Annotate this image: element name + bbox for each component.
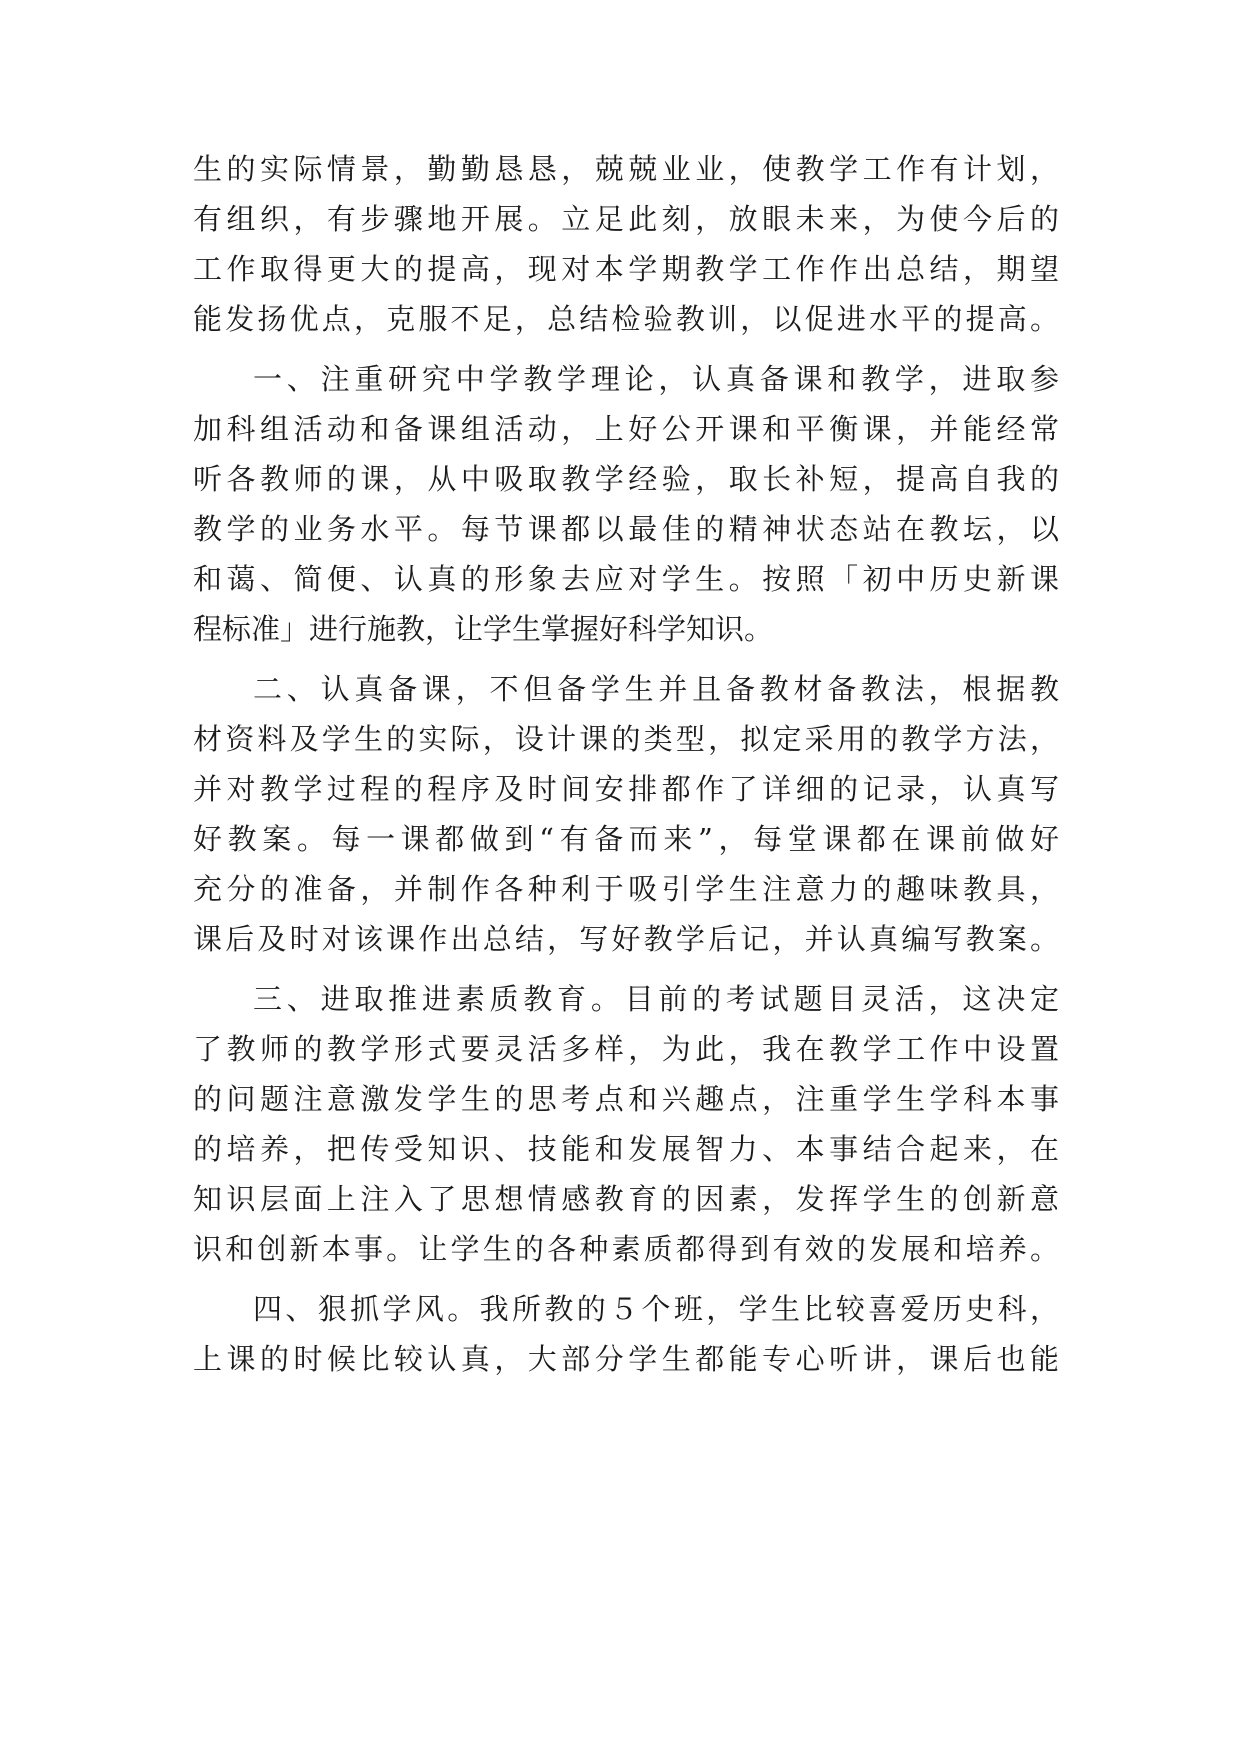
- paragraph-4-first-line: 四、狠抓学风。我所教的５个班，学生比较喜爱历史科，: [253, 1292, 1059, 1326]
- text-line: 能发扬优点，克服不足，总结检验教训，以促进水平的提高。: [193, 302, 1059, 336]
- text-line: 好教案。每一课都做到“有备而来”，每堂课都在课前做好: [193, 822, 1059, 856]
- text-line: 材资料及学生的实际，设计课的类型，拟定采用的教学方法，: [193, 722, 1059, 756]
- text-line: 程标准」进行施教，让学生掌握好科学知识。: [193, 612, 774, 646]
- text-line: 并对教学过程的程序及时间安排都作了详细的记录，认真写: [193, 772, 1059, 806]
- text-line: 课后及时对该课作出总结，写好教学后记，并认真编写教案。: [193, 922, 1059, 956]
- text-line: 教学的业务水平。每节课都以最佳的精神状态站在教坛，以: [193, 512, 1059, 546]
- paragraph-3-first-line: 三、进取推进素质教育。目前的考试题目灵活，这决定: [253, 982, 1059, 1016]
- text-line: 的问题注意激发学生的思考点和兴趣点，注重学生学科本事: [193, 1082, 1059, 1116]
- text-line: 了教师的教学形式要灵活多样，为此，我在教学工作中设置: [193, 1032, 1059, 1066]
- text-line: 的培养，把传受知识、技能和发展智力、本事结合起来，在: [193, 1132, 1059, 1166]
- paragraph-1-first-line: 一、注重研究中学教学理论，认真备课和教学，进取参: [253, 362, 1059, 396]
- text-line: 听各教师的课，从中吸取教学经验，取长补短，提高自我的: [193, 462, 1059, 496]
- text-line: 知识层面上注入了思想情感教育的因素，发挥学生的创新意: [193, 1182, 1059, 1216]
- text-line: 生的实际情景，勤勤恳恳，兢兢业业，使教学工作有计划，: [193, 152, 1059, 186]
- text-line: 有组织，有步骤地开展。立足此刻，放眼未来，为使今后的: [193, 202, 1059, 236]
- paragraph-2-first-line: 二、认真备课，不但备学生并且备教材备教法，根据教: [253, 672, 1059, 706]
- text-line: 工作取得更大的提高，现对本学期教学工作作出总结，期望: [193, 252, 1059, 286]
- text-line: 加科组活动和备课组活动，上好公开课和平衡课，并能经常: [193, 412, 1059, 446]
- text-line: 识和创新本事。让学生的各种素质都得到有效的发展和培养。: [193, 1232, 1059, 1266]
- text-line: 充分的准备，并制作各种利于吸引学生注意力的趣味教具，: [193, 872, 1059, 906]
- text-line: 和蔼、简便、认真的形象去应对学生。按照「初中历史新课: [193, 562, 1059, 596]
- text-line: 上课的时候比较认真，大部分学生都能专心听讲，课后也能: [193, 1342, 1059, 1376]
